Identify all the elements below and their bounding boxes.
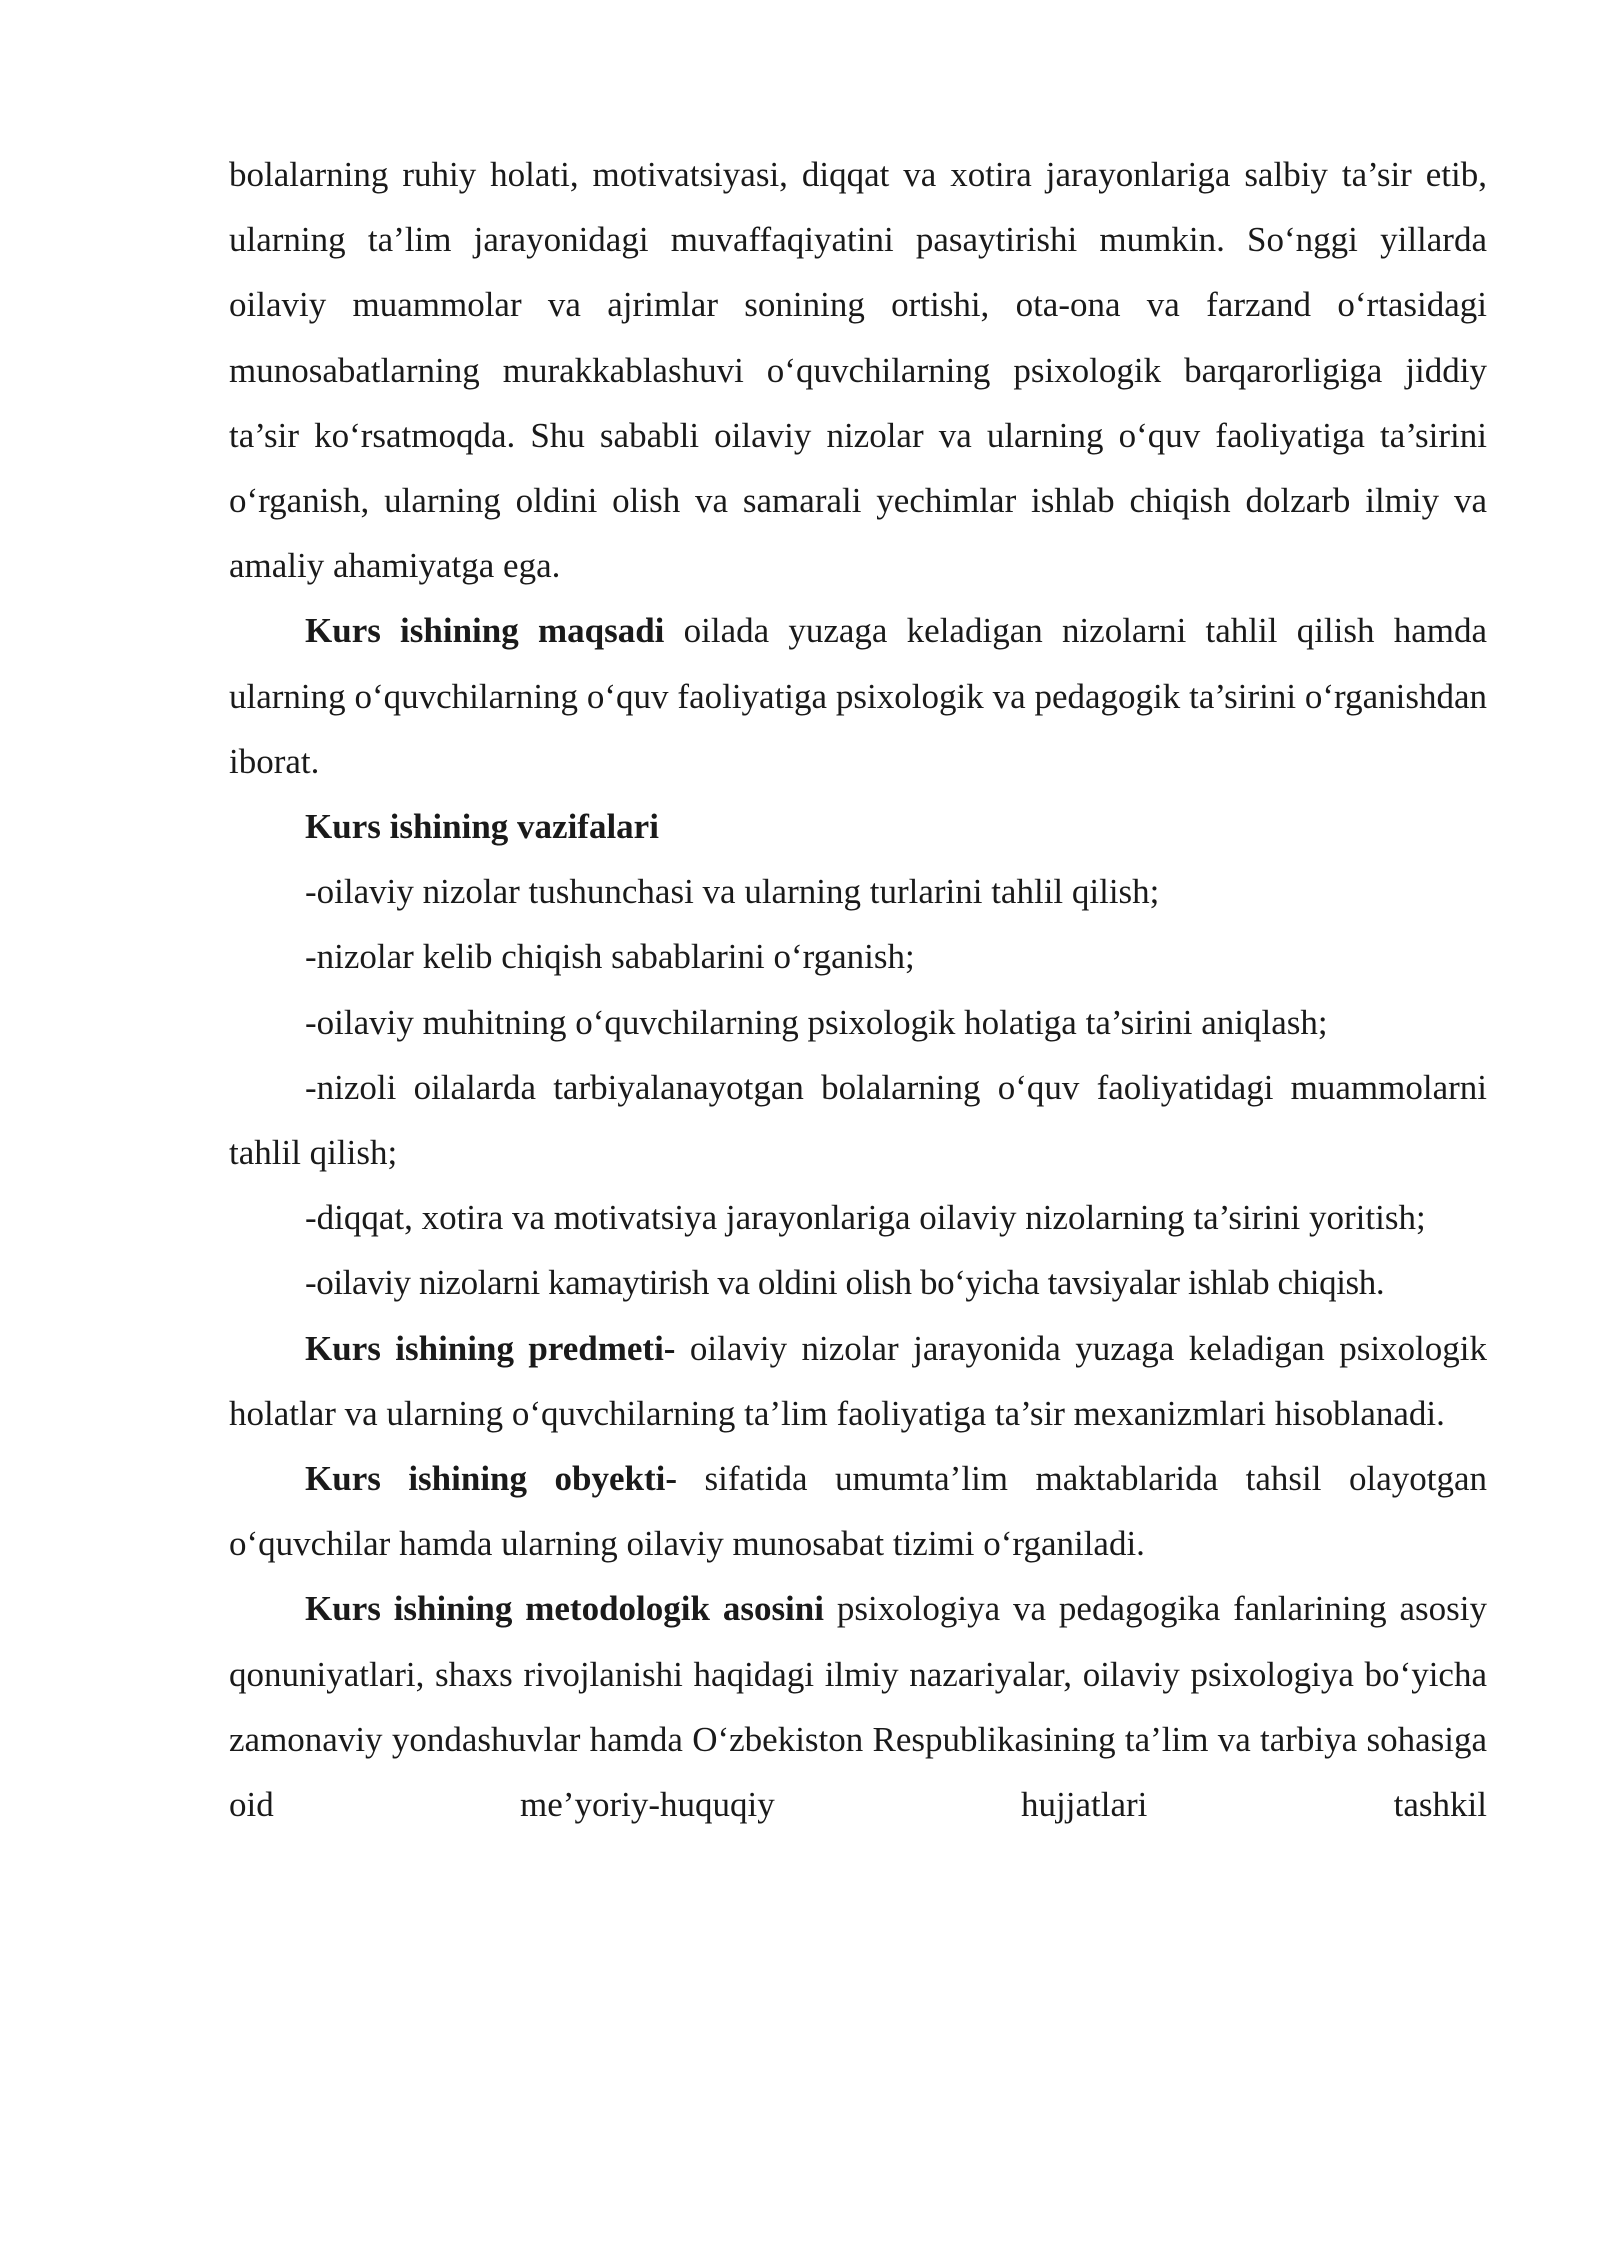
document-page xyxy=(229,142,1487,1837)
intro-paragraph: bolalarning ruhiy holati, motivatsiyasi, diqqat va xotira jarayonlariga salbiy ta’sir etib, ularning ta’lim jarayonidagi muvaffaqiyatini pasaytirishi mumkin. So‘nggi yillarda oilaviy muammolar va ajrimlar sonining ortishi, ota-ona va farzand o‘rtasidagi munosabatlarning murakkablashuvi o‘quvchilarning psixologik barqarorligiga jiddiy ta’sir ko‘rsatmoqda. Shu sababli oilaviy nizolar va ularning o‘quv faoliyatiga ta’sirini o‘rganish, ularning oldini olish va samarali yechimlar ishlab chiqish dolzarb ilmiy va amaliy ahamiyatga ega. xyxy=(229,155,1487,586)
object-text: sifatida umumta’lim maktablarida tahsil olayotgan o‘quvchilar hamda ularning oilaviy munosabat tizimi o‘rganiladi. xyxy=(229,1459,1487,1564)
task-item-1: -oilaviy nizolar tushunchasi va ularning turlarini tahlil qilish; xyxy=(305,872,1160,912)
goal-paragraph xyxy=(229,598,1487,794)
subject-text: oilaviy nizolar jarayonida yuzaga keladigan psixologik holatlar va ularning o‘quvchilarning ta’lim faoliyatiga ta’sir mexanizmlari hisoblanadi. xyxy=(229,1328,1487,1433)
object-label: Kurs ishining obyekti- xyxy=(305,1459,677,1499)
methodology-text: psixologiya va pedagogika fanlarining asosiy qonuniyatlari, shaxs rivojlanishi haqidagi ilmiy nazariyalar, oilaviy psixologiya bo‘yicha zamonaviy yondashuvlar hamda O‘zbekiston Respublikasining ta’lim va tarbiya sohasiga oid me’yoriy-huquqiy hujjatlari tashkil xyxy=(229,1589,1487,1825)
goal-text: oilada yuzaga keladigan nizolarni tahlil qilish hamda ularning o‘quvchilarning o‘quv faoliyatiga psixologik va pedagogik ta’sirini o‘rganishdan iborat. xyxy=(229,611,1488,781)
methodology-paragraph xyxy=(229,1576,1487,1837)
tasks-heading: Kurs ishining vazifalari xyxy=(305,807,659,847)
subject-paragraph xyxy=(229,1316,1487,1446)
goal-label: Kurs ishining maqsadi xyxy=(305,611,665,651)
task-item-2: -nizolar kelib chiqish sabablarini o‘rganish; xyxy=(305,937,915,977)
subject-label: Kurs ishining predmeti- xyxy=(305,1328,676,1368)
task-item-3: -oilaviy muhitning o‘quvchilarning psixologik holatiga ta’sirini aniqlash; xyxy=(305,1002,1328,1042)
task-item-4: -nizoli oilalarda tarbiyalanayotgan bolalarning o‘quv faoliyatidagi muammolarni tahlil qilish; xyxy=(229,1067,1487,1173)
object-paragraph xyxy=(229,1446,1487,1576)
task-item-5: -diqqat, xotira va motivatsiya jarayonlariga oilaviy nizolarning ta’sirini yoritish; xyxy=(305,1198,1426,1238)
task-item-6: -oilaviy nizolarni kamaytirish va oldini olish bo‘yicha tavsiyalar ishlab chiqish. xyxy=(305,1263,1385,1303)
methodology-label: Kurs ishining metodologik asosini xyxy=(305,1589,824,1629)
